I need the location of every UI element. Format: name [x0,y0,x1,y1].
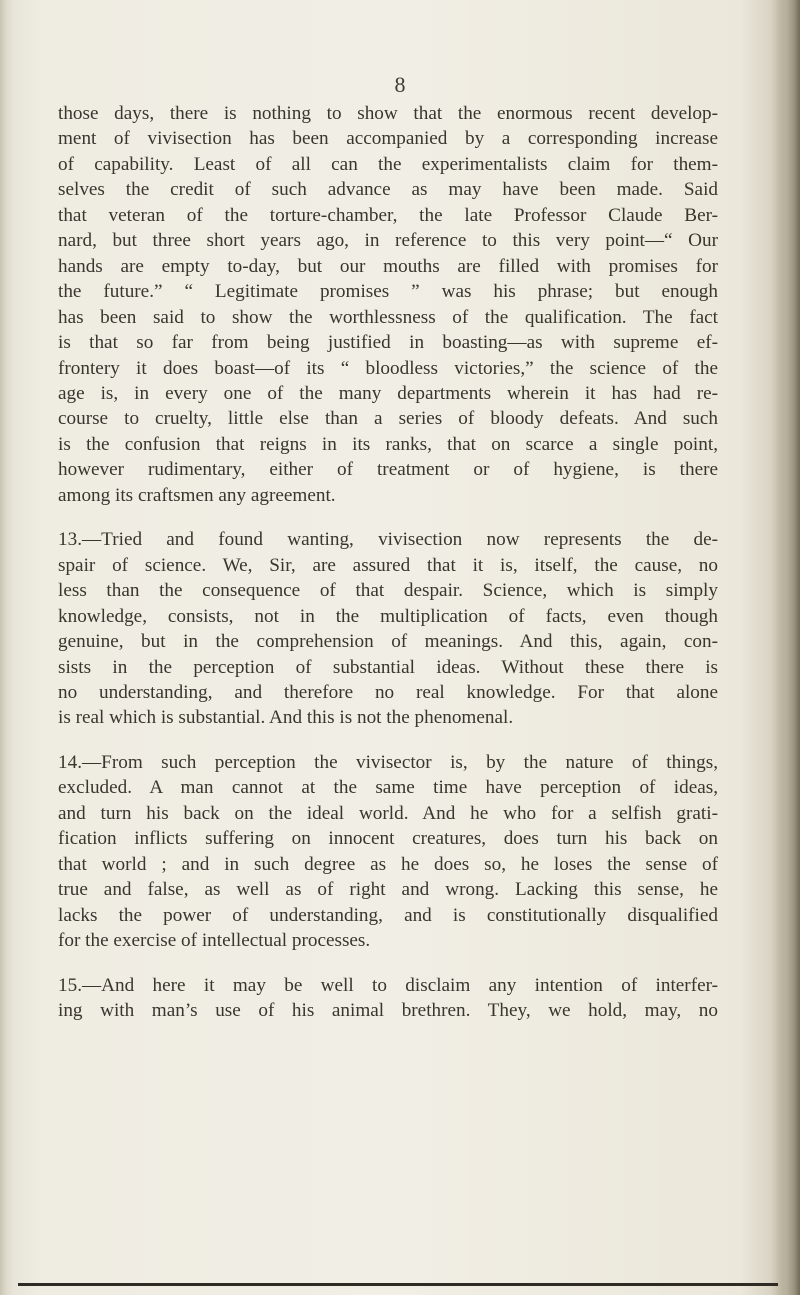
text-line: less than the consequence of that despair. Science, which is simply [58,580,718,602]
text-line: true and false, as well as of right and wrong. Lacking this sense, he [58,879,718,901]
paragraph-14 [58,750,718,954]
paragraph [58,101,718,508]
text-line: frontery it does boast—of its “ bloodless victories,” the science of the [58,357,718,379]
paragraph-13 [58,527,718,731]
text-line: is that so far from being justified in boasting—as with supreme ef- [58,332,718,354]
text-line: selves the credit of such advance as may have been made. Said [58,179,718,201]
text-line: those days, there is nothing to show that the enormous recent develop- [58,103,718,124]
page-right-edge [776,0,800,1295]
text-line: nard, but three short years ago, in reference to this very point—“ Our [58,230,718,252]
text-line: for the exercise of intellectual processes. [58,930,371,952]
text-line: age is, in every one of the many departments wherein it has had re- [58,382,718,404]
text-line: among its craftsmen any agreement. [58,484,336,506]
text-line: that veteran of the torture-chamber, the late Professor Claude Ber- [58,204,718,226]
text-line: ment of vivisection has been accompanied by a corresponding increase [58,128,718,150]
text-line: is real which is substantial. And this is not the phenomenal. [58,707,514,729]
text-line: course to cruelty, little else than a series of bloody defeats. And such [58,408,718,430]
text-line: no understanding, and therefore no real knowledge. For that alone [58,681,718,703]
text-line: 13.—Tried and found wanting, vivisection now represents the de- [58,529,718,551]
text-line: knowledge, consists, not in the multiplication of facts, even though [58,605,718,627]
text-line: ing with man’s use of his animal brethren. They, we hold, may, no [58,999,718,1021]
text-line: 15.—And here it may be well to disclaim any intention of interfer- [58,974,718,996]
page-bottom-edge [18,1283,778,1286]
page-number: 8 [394,72,406,97]
text-line: lacks the power of understanding, and is constitutionally disqualified [58,904,718,926]
text-line: that world ; and in such degree as he does so, he loses the sense of [58,853,718,875]
text-line: sists in the perception of substantial ideas. Without these there is [58,656,718,678]
text-line: excluded. A man cannot at the same time have perception of ideas, [58,777,718,799]
paragraph-15 [58,973,718,1024]
page-left-edge [0,0,14,1295]
text-line: fication inflicts suffering on innocent creatures, does turn his back on [58,828,718,850]
text-line: hands are empty to-day, but our mouths are filled with promises for [58,255,718,277]
text-line: however rudimentary, either of treatment or of hygiene, is there [58,459,718,481]
text-line: genuine, but in the comprehension of meanings. And this, again, con- [58,631,718,653]
text-line: spair of science. We, Sir, are assured that it is, itself, the cause, no [58,554,718,576]
text-line: is the confusion that reigns in its ranks, that on scarce a single point, [58,433,718,455]
text-line: and turn his back on the ideal world. And he who for a selfish grati- [58,802,718,824]
text-line: 14.—From such perception the vivisector is, by the nature of things, [58,751,718,773]
text-line: of capability. Least of all can the experimentalists claim for them- [58,153,718,175]
text-line: the future.” “ Legitimate promises ” was his phrase; but enough [58,281,718,303]
text-line: has been said to show the worthlessness of the qualification. The fact [58,306,718,328]
body-text [58,101,718,1023]
